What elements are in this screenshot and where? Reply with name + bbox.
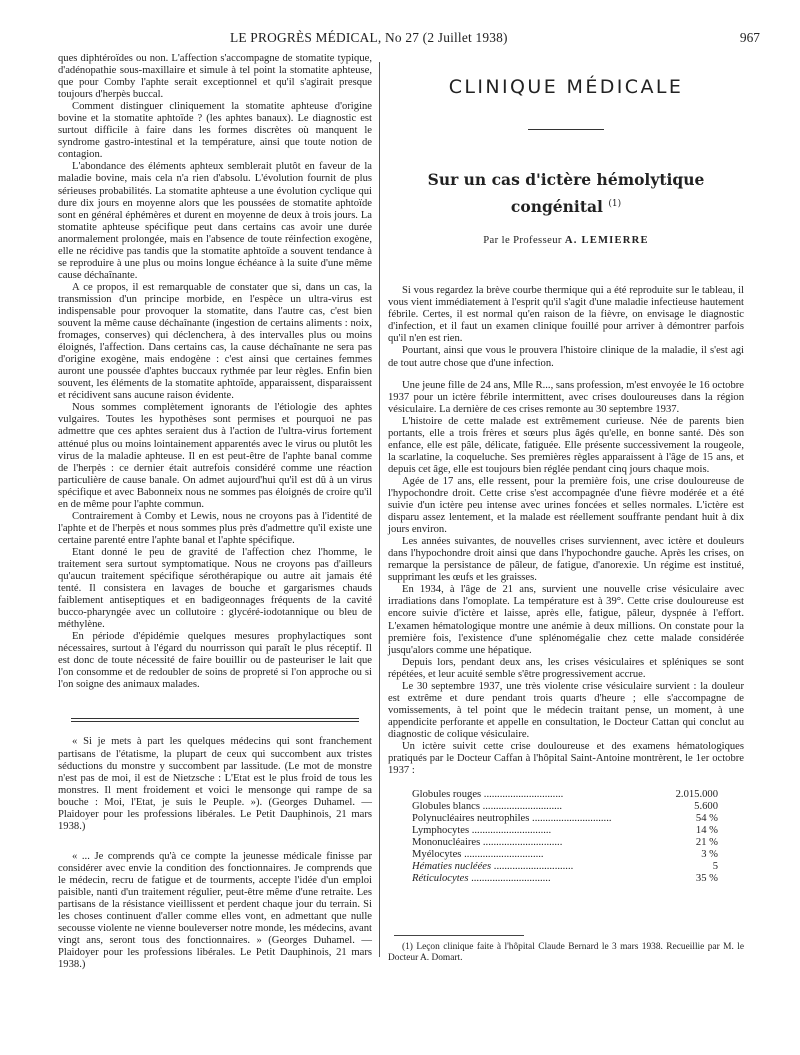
- lab-name: Hématies nucléées ..............................: [412, 861, 574, 873]
- article-title-line1: Sur un cas d'ictère hémolytique: [427, 170, 705, 190]
- paragraph: Contrairement à Comby et Lewis, nous ne croyons pas à l'identité de l'aphte et de l'herpès et nous sommes plus près d'admettre qu'il existe une certaine parenté entre l'aphte banal et l'aphte spécifique.: [58, 510, 372, 546]
- lab-name: Globules rouges ..............................: [412, 789, 564, 801]
- lab-name: Polynucléaires neutrophiles ..............................: [412, 813, 612, 825]
- lab-value: 54 %: [695, 813, 718, 825]
- title-rule: [528, 129, 604, 130]
- lab-name: Mononucléaires ..............................: [412, 837, 563, 849]
- table-row: [412, 825, 718, 837]
- article-title: [388, 168, 744, 219]
- byline-prefix: Par le Professeur: [483, 235, 562, 247]
- lab-name: Myélocytes ..............................: [412, 849, 544, 861]
- paragraph: Pourtant, ainsi que vous le prouvera l'histoire clinique de la maladie, il s'est agi de tout autre chose que d'une infection.: [388, 345, 744, 369]
- paragraph: Agée de 17 ans, elle ressent, pour la première fois, une crise douloureuse de l'hypochondre droit. Cette crise s'est accompagnée d'une fièvre modérée et a été suivie d'un ictère peu intense avec urines foncées et selles normales. L'ictère est disparu assez lentement, et la malade est réellement souffrante pendant huit à dix jours environ.: [388, 475, 744, 536]
- paragraph: Si vous regardez la brève courbe thermique qui a été reproduite sur le tableau, il vous vient immédiatement à l'esprit qu'il s'agit d'une maladie infectieuse hautement fébrile. Certes, il est normal qu'en raison de la fièvre, on envisage le diagnostic d'infection, et il faut un examen clinique fouillé pour arriver à démontrer parfois qu'il n'en est rien.: [388, 285, 744, 345]
- lab-value: 5: [712, 861, 718, 873]
- lab-value: 5.600: [694, 801, 718, 813]
- paragraph: A ce propos, il est remarquable de constater que si, dans un cas, la transmission d'un principe morbide, en l'espèce un ultra-virus est indispensable pour provoquer la stomatite, dans l'autre cas, c'est bien souvent la même cause déchaînante (ingestion de certains aliments : noix, fromages, conserves) qui déclenchera, à des intervalles plus ou moins éloignés, l'affection. Dans certains cas, la cause déchaînante ne sera pas d'origine exogène, mais endogène : c'est ainsi que certaines femmes auront une poussée d'aphtes buccaux rythmée par leur règles. Enfin bien souvent, les éléments de la stomatite aphtoïde, apparaissent, disparaissent et récidivent sans aucune raison évidente.: [58, 281, 372, 402]
- table-row: [412, 801, 718, 813]
- paragraph: Le 30 septembre 1937, une très violente crise vésiculaire survient : la douleur est extrême et dure pendant trois quarts d'heure ; elle s'accompagne de vomissements, à tel point que le médecin traitant pense, un moment, à une appendicite perforante et appelle en consultation, le Docteur Cattan qui conclut au diagnostic de colique vésiculaire.: [388, 680, 744, 740]
- duhamel-quote-2: « ... Je comprends qu'à ce compte la jeunesse médicale finisse par considérer avec envie la condition des fonctionnaires. Je comprends que le médecin, recru de fatigue et de tourments, accepte l'idée d'un emploi paisible, nanti d'un traitement régulier, peut-être même d'une retraite. Les partisans de la résistance vieillissent et perdent chaque jour du terrain. Si les choses continuent d'aller comme elles vont, en admettant que nulle secousse violente ne vienne bouleverser notre monde, les médecins, avant vingt ans, seront tous des fonctionnaires. » (Georges Duhamel. — Plaidoyer pour les professions libérales. Le Petit Dauphinois, 21 mars 1938.): [58, 850, 372, 971]
- paragraph: Depuis lors, pendant deux ans, les crises vésiculaires et spléniques se sont répétées, et leur acuité semble s'être progressivement accrue.: [388, 656, 744, 680]
- paragraph: Comment distinguer cliniquement la stomatite aphteuse d'origine bovine et la stomatite aphtoïde ? (les aphtes banaux). Le diagnostic est surtout difficile à faire dans les formes discrètes où manquent le syndrome gastro-intestinal et la température, ainsi que toute notion de contagion.: [58, 101, 372, 161]
- footnote-rule: [394, 935, 524, 936]
- lab-value: 2.015.000: [675, 789, 718, 801]
- lab-value: 35 %: [695, 873, 718, 885]
- lab-name: Globules blancs ..............................: [412, 801, 563, 813]
- footnote: (1) Leçon clinique faite à l'hôpital Claude Bernard le 3 mars 1938. Recueillie par M. le Docteur A. Domart.: [388, 942, 744, 964]
- blood-count-table: [412, 789, 718, 885]
- table-row: [412, 789, 718, 801]
- duhamel-quote-1: « Si je mets à part les quelques médecins qui sont franchement partisans de l'étatisme, la plupart de ceux qui succombent aux tristes séductions du monstre y succombent par lassitude. (Le mot de monstre n'est pas de moi, il est de Nietzsche : L'Etat est le plus froid de tous les monstres. Il ment froidement et voici le mensonge qui rampe de sa bouche : Moi, l'Etat, je suis le Peuple. »). (Georges Duhamel. — Plaidoyer pour les professions libérales. Le Petit Dauphinois, 21 mars 1938.): [58, 736, 372, 832]
- byline: [388, 235, 744, 247]
- table-row: [412, 813, 718, 825]
- left-column: [58, 53, 372, 971]
- paragraph: ques diphtéroïdes ou non. L'affection s'accompagne de stomatite typique, d'adénopathie sous-maxillaire et simule à tel point la stomatite aphteuse, que pour Comby l'aphte serait exceptionnel et qu'il s'agirait presque toujours d'herpès buccal.: [58, 53, 372, 101]
- table-row: [412, 861, 718, 873]
- lab-value: 14 %: [695, 825, 718, 837]
- paragraph: Une jeune fille de 24 ans, Mlle R..., sans profession, m'est envoyée le 16 octobre 1937 pour un ictère fébrile intermittent, avec crises douloureuses dans la région vésiculaire. La dernière de ces crises remonte au 30 septembre 1937.: [388, 379, 745, 415]
- page-number: 967: [739, 30, 760, 45]
- page-header: [70, 30, 760, 46]
- running-title: LE PROGRÈS MÉDICAL, No 27 (2 Juillet 1938): [230, 30, 508, 45]
- table-row: [412, 837, 718, 849]
- paragraph: L'histoire de cette malade est extrêmement curieuse. Née de parents bien portants, elle a trois frères et sœurs plus âgés qu'elle, en bonne santé. Dès son enfance, elle est pâle, délicate, fatiguée. Elle présente successivement la rougeole, la scarlatine, la coqueluche. Ses premières règles apparaissent à l'âge de 15 ans, et depuis cet âge, elle est toujours bien réglée pendant cinq jours chaque mois.: [388, 415, 744, 475]
- section-separator: [71, 718, 360, 722]
- lab-value: 3 %: [701, 849, 718, 861]
- paragraph: Nous sommes complètement ignorants de l'étiologie des aphtes vulgaires. Toutes les hypothèses sont permises et pourquoi ne pas admettre que ces aphtes seraient dus à l'action de l'ultra-virus fortement atténué plus ou moins lointainement apparentés avec le virus ou plutôt les virus de la maladie aphteuse. Il en est peut-être de l'aphte banal comme de l'herpès : ce dernier était autrefois considéré comme une réaction particulière de cause banale. On admet aujourd'hui qu'il est dû à un virus spécifique et avec Babonneix nous ne sommes pas éloignés de croire qu'il en de même pour l'aphte commun.: [58, 402, 372, 510]
- table-row: [412, 873, 718, 885]
- section-title: CLINIQUE MÉDICALE: [448, 76, 684, 98]
- article-title-line2: congénital: [510, 197, 603, 217]
- paragraph: Etant donné le peu de gravité de l'affection chez l'homme, le traitement sera surtout symptomatique. Nous ne croyons pas d'ailleurs qu'aucun traitement spécifique sérothérapique ou autre ait jamais été tenté. Il consistera en lavages de bouche et gargarismes chauds faiblement antiseptiques et en badigeonnages fréquents de la cavité bucco-pharyngée avec un collutoire : glycéré-iodotannique ou bleu de méthylène.: [58, 546, 372, 631]
- footnote-marker: (1): [608, 199, 622, 210]
- author-name: A. LEMIERRE: [564, 235, 649, 247]
- column-divider: [379, 62, 380, 957]
- paragraph: Les années suivantes, de nouvelles crises surviennent, avec ictère et douleurs dans l'hypochondre droit ainsi que dans l'hypochondre gauche. Après les crises, on remarque la persistance de pâleur, de fatigue, d'anorexie. Un régime est institué, supprimant les œufs et les graisses.: [388, 536, 744, 584]
- paragraph: En période d'épidémie quelques mesures prophylactiques sont nécessaires, surtout à l'égard du nourrisson qui paraît le plus réceptif. Il est donc de toute nécessité de faire bouillir ou de pasteuriser le lait que l'on consomme et de redoubler de soins de propreté si l'on approche ou si l'on soigne des animaux malades.: [58, 631, 372, 691]
- paragraph: L'abondance des éléments aphteux semblerait plutôt en faveur de la maladie bovine, mais cela n'a rien d'absolu. L'évolution fournit de plus sérieuses probabilités. La stomatite aphteuse a une évolution cyclique qui dure dix jours en moyenne alors que les poussées de stomatite aphtoïde sont en général éphémères et durent en moyenne de deux à trois jours. La stomatite aphteuse spécifique peut dans certains cas avoir une durée anormalement prolongée, mais en l'absence de toute réinfection exogène, elle ne récidive pas tandis que la stomatite aphtoïde a souvent tendance à se reproduire à une plus ou moins longue échéance à la suite d'une même cause déchaînante.: [58, 161, 372, 281]
- table-row: [412, 849, 718, 861]
- paragraph: Un ictère suivit cette crise douloureuse et des examens hématologiques pratiqués par le Docteur Caffan à l'hôpital Saint-Antoine montrèrent, le 1er octobre 1937 :: [388, 740, 744, 777]
- lab-name: Lymphocytes ..............................: [412, 825, 552, 837]
- lab-name: Réticulocytes ..............................: [412, 873, 551, 885]
- right-column: [388, 53, 744, 964]
- lab-value: 21 %: [695, 837, 718, 849]
- paragraph: En 1934, à l'âge de 21 ans, survient une nouvelle crise vésiculaire avec irradiations dans l'omoplate. La température est à 39°. Cette crise douloureuse est encore suivie d'ictère et laisse, après elle, fatigue, pâleur, dyspnée à l'effort. L'examen hématologique montre une anémie à deux millions. On constate pour la première fois, l'existence d'une splénomégalie chez cette malade considérée jusqu'alors comme une hépatique.: [388, 584, 744, 656]
